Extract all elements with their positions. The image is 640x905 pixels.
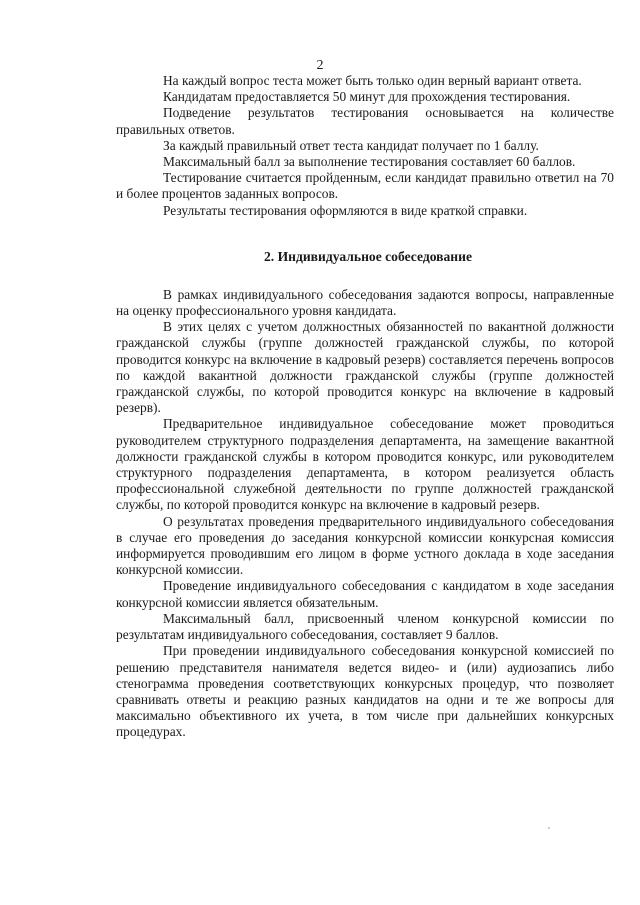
paragraph-interview-mandatory: Проведение индивидуального собеседования с кандидатом в ходе заседания конкурсной комиссии является обязательным. <box>116 578 614 610</box>
scan-speck <box>548 827 550 829</box>
paragraph-test-duration: Кандидатам предоставляется 50 минут для прохождения тестирования. <box>163 89 571 105</box>
paragraph-interview-report: О результатах проведения предварительного индивидуального собеседования в случае его проведения до заседания конкурсной комиссии конкурсная комиссия информируется проводившим его лицом в форме устного доклада в ходе заседания конкурсной комиссии. <box>116 513 614 578</box>
paragraph-point-per-answer: За каждый правильный ответ теста кандидат получает по 1 баллу. <box>163 137 539 153</box>
paragraph-answer-options: На каждый вопрос теста может быть только один верный вариант ответа. <box>163 73 582 88</box>
spacer <box>116 219 614 249</box>
paragraph-pass-threshold: Тестирование считается пройденным, если кандидат правильно ответил на 70 и более процентов заданных вопросов. <box>116 170 614 202</box>
paragraph-interview-questions: В рамках индивидуального собеседования задаются вопросы, направленные на оценку профессионального уровня кандидата. <box>116 286 614 319</box>
document-body <box>116 73 614 741</box>
paragraph-question-list: В этих целях с учетом должностных обязанностей по вакантной должности гражданской службы (группе должностей гражданской службы, по которой проводится конкурс на включение в кадровый резерв) составляется перечень вопросов по каждой вакантной должности гражданской службы (группе должностей гражданской службы, по которой проводится конкурс на включение в кадровый резерв). <box>116 319 614 416</box>
paragraph-recording: При проведении индивидуального собеседования конкурсной комиссией по решению представителя нанимателя ведется видео- и (или) аудиозапись либо стенограмма проведения соответствующих конкурсных процедур, что позволяет сравнивать ответы и реакцию разных кандидатов на одни и те же вопросы для максимально объективного их учета, в том числе при дальнейших конкурсных процедурах. <box>116 643 614 740</box>
paragraph-interview-max-score: Максимальный балл, присвоенный членом конкурсной комиссии по результатам индивидуального собеседования, составляет 9 баллов. <box>116 610 614 643</box>
spacer <box>116 265 614 287</box>
paragraph-results-certificate: Результаты тестирования оформляются в виде краткой справки. <box>163 202 528 218</box>
paragraph-results-basis: Подведение результатов тестирования основывается на количестве правильных ответов. <box>116 105 614 137</box>
paragraph-preliminary-interview: Предварительное индивидуальное собеседование может проводиться руководителем структурного подразделения департамента, на замещение вакантной должности гражданской службы в котором проводится конкурс, или руководителем структурного подразделения департамента, в котором реализуется область профессиональной служебной деятельности по группе должностей гражданской службы, по которой проводится конкурс на включение в кадровый резерв. <box>116 416 614 513</box>
paragraph-max-score: Максимальный балл за выполнение тестирования составляет 60 баллов. <box>163 154 576 170</box>
page-number: 2 <box>316 58 324 73</box>
section-title: 2. Индивидуальное собеседование <box>263 248 473 264</box>
